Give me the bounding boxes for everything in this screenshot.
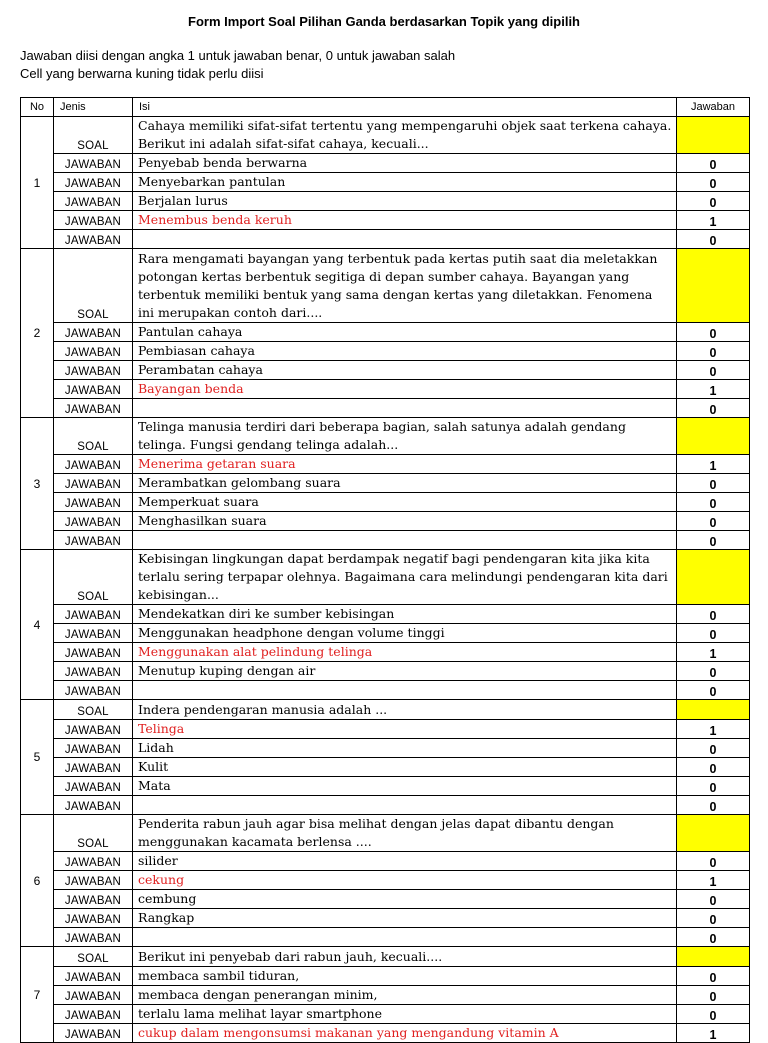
answer-value[interactable]: 0 (677, 192, 750, 211)
answer-value[interactable]: 0 (677, 967, 750, 986)
question-text[interactable]: Kebisingan lingkungan dapat berdampak negatif bagi pendengaran kita jika kita terlalu sering terpapar olehnya. Bagaimana cara melindungi pendengaran kita dari kebisingan... (133, 550, 677, 605)
answer-option-correct[interactable]: Telinga (133, 720, 677, 739)
row-type-jawaban: JAWABAN (54, 1005, 133, 1024)
answer-row (21, 1005, 750, 1024)
answer-value[interactable]: 0 (677, 342, 750, 361)
answer-option[interactable]: Kulit (133, 758, 677, 777)
header-isi: Isi (133, 98, 677, 117)
answer-row (21, 796, 750, 815)
table-header-row (21, 98, 750, 117)
answer-row (21, 192, 750, 211)
answer-row (21, 1024, 750, 1043)
answer-option[interactable]: Menggunakan headphone dengan volume tinggi (133, 624, 677, 643)
answer-row (21, 380, 750, 399)
question-row (21, 947, 750, 967)
answer-row (21, 758, 750, 777)
answer-row (21, 928, 750, 947)
answer-value[interactable]: 0 (677, 323, 750, 342)
answer-value[interactable]: 0 (677, 777, 750, 796)
question-row (21, 550, 750, 605)
answer-row (21, 890, 750, 909)
answer-row (21, 777, 750, 796)
answer-option[interactable]: membaca sambil tiduran, (133, 967, 677, 986)
answer-option[interactable]: Menutup kuping dengan air (133, 662, 677, 681)
answer-cell-disabled (677, 700, 750, 720)
answer-row (21, 605, 750, 624)
row-type-jawaban: JAWABAN (54, 380, 133, 399)
question-number: 6 (21, 815, 54, 947)
answer-option[interactable] (133, 796, 677, 815)
answer-value[interactable]: 0 (677, 154, 750, 173)
answer-cell-disabled (677, 249, 750, 323)
answer-row (21, 154, 750, 173)
answer-option[interactable]: Mata (133, 777, 677, 796)
question-number: 1 (21, 117, 54, 249)
answer-value[interactable]: 0 (677, 986, 750, 1005)
row-type-jawaban: JAWABAN (54, 154, 133, 173)
row-type-soal: SOAL (54, 117, 133, 154)
question-number: 4 (21, 550, 54, 700)
question-number: 3 (21, 418, 54, 550)
row-type-jawaban: JAWABAN (54, 739, 133, 758)
answer-option-correct[interactable]: Menerima getaran suara (133, 455, 677, 474)
answer-row (21, 323, 750, 342)
answer-row (21, 399, 750, 418)
answer-row (21, 871, 750, 890)
question-text[interactable]: Indera pendengaran manusia adalah ... (133, 700, 677, 720)
answer-row (21, 230, 750, 249)
answer-row (21, 455, 750, 474)
row-type-jawaban: JAWABAN (54, 230, 133, 249)
answer-value[interactable]: 0 (677, 928, 750, 947)
question-text[interactable]: Berikut ini penyebab dari rabun jauh, kecuali.... (133, 947, 677, 967)
answer-row (21, 739, 750, 758)
answer-option[interactable]: Rangkap (133, 909, 677, 928)
row-type-jawaban: JAWABAN (54, 531, 133, 550)
answer-value[interactable]: 0 (677, 739, 750, 758)
answer-cell-disabled (677, 117, 750, 154)
answer-row (21, 512, 750, 531)
answer-row (21, 474, 750, 493)
answer-cell-disabled (677, 815, 750, 852)
question-table (20, 97, 750, 1043)
instruction-note: Jawaban diisi dengan angka 1 untuk jawaban benar, 0 untuk jawaban salah (20, 48, 456, 63)
question-row (21, 815, 750, 852)
row-type-soal: SOAL (54, 815, 133, 852)
row-type-jawaban: JAWABAN (54, 1024, 133, 1043)
answer-value[interactable]: 0 (677, 230, 750, 249)
answer-option[interactable]: Merambatkan gelombang suara (133, 474, 677, 493)
row-type-soal: SOAL (54, 550, 133, 605)
answer-option-correct[interactable]: cekung (133, 871, 677, 890)
row-type-jawaban: JAWABAN (54, 662, 133, 681)
answer-row (21, 986, 750, 1005)
header-jawaban: Jawaban (677, 98, 750, 117)
answer-row (21, 681, 750, 700)
row-type-jawaban: JAWABAN (54, 928, 133, 947)
answer-option[interactable]: Lidah (133, 739, 677, 758)
answer-row (21, 720, 750, 739)
answer-option[interactable]: cembung (133, 890, 677, 909)
answer-row (21, 531, 750, 550)
answer-row (21, 662, 750, 681)
question-row (21, 418, 750, 455)
question-number: 5 (21, 700, 54, 815)
answer-option[interactable] (133, 681, 677, 700)
answer-value[interactable]: 1 (677, 720, 750, 739)
answer-value[interactable]: 0 (677, 681, 750, 700)
answer-value[interactable]: 0 (677, 624, 750, 643)
question-row (21, 249, 750, 323)
answer-option[interactable]: silider (133, 852, 677, 871)
answer-option[interactable]: Berjalan lurus (133, 192, 677, 211)
question-text[interactable]: Cahaya memiliki sifat-sifat tertentu yang mempengaruhi objek saat terkena cahaya. Berikut ini adalah sifat-sifat cahaya, kecuali... (133, 117, 677, 154)
answer-option[interactable]: Menyebarkan pantulan (133, 173, 677, 192)
row-type-jawaban: JAWABAN (54, 399, 133, 418)
answer-value[interactable]: 0 (677, 361, 750, 380)
answer-option[interactable]: Penyebab benda berwarna (133, 154, 677, 173)
answer-option[interactable] (133, 399, 677, 418)
answer-value[interactable]: 0 (677, 890, 750, 909)
answer-value[interactable]: 1 (677, 380, 750, 399)
row-type-jawaban: JAWABAN (54, 192, 133, 211)
table-body (21, 117, 750, 1043)
row-type-jawaban: JAWABAN (54, 624, 133, 643)
row-type-jawaban: JAWABAN (54, 758, 133, 777)
answer-option[interactable]: Pembiasan cahaya (133, 342, 677, 361)
row-type-jawaban: JAWABAN (54, 605, 133, 624)
answer-row (21, 173, 750, 192)
answer-option[interactable] (133, 230, 677, 249)
answer-value[interactable]: 0 (677, 758, 750, 777)
header-jenis: Jenis (54, 98, 133, 117)
row-type-jawaban: JAWABAN (54, 474, 133, 493)
question-text[interactable]: Penderita rabun jauh agar bisa melihat dengan jelas dapat dibantu dengan menggunakan kacamata berlensa .... (133, 815, 677, 852)
question-text[interactable]: Rara mengamati bayangan yang terbentuk pada kertas putih saat dia meletakkan potongan kertas berbentuk segitiga di depan sumber cahaya. Bayangan yang terbentuk memiliki bentuk yang sama dengan kertas yang diletakkan. Fenomena ini merupakan contoh dari.... (133, 249, 677, 323)
answer-value[interactable]: 0 (677, 474, 750, 493)
row-type-soal: SOAL (54, 947, 133, 967)
row-type-jawaban: JAWABAN (54, 681, 133, 700)
row-type-jawaban: JAWABAN (54, 173, 133, 192)
page-title: Form Import Soal Pilihan Ganda berdasarkan Topik yang dipilih (188, 14, 580, 29)
row-type-jawaban: JAWABAN (54, 342, 133, 361)
row-type-jawaban: JAWABAN (54, 455, 133, 474)
question-row (21, 700, 750, 720)
answer-row (21, 909, 750, 928)
row-type-jawaban: JAWABAN (54, 323, 133, 342)
answer-value[interactable]: 0 (677, 605, 750, 624)
row-type-jawaban: JAWABAN (54, 967, 133, 986)
row-type-jawaban: JAWABAN (54, 643, 133, 662)
answer-option[interactable]: Menghasilkan suara (133, 512, 677, 531)
answer-value[interactable]: 0 (677, 493, 750, 512)
answer-row (21, 643, 750, 662)
answer-option-correct[interactable]: Bayangan benda (133, 380, 677, 399)
answer-cell-disabled (677, 550, 750, 605)
answer-option-correct[interactable]: cukup dalam mengonsumsi makanan yang mengandung vitamin A (133, 1024, 677, 1043)
answer-option-correct[interactable]: Menembus benda keruh (133, 211, 677, 230)
instruction-note: Cell yang berwarna kuning tidak perlu diisi (20, 66, 264, 81)
answer-value[interactable]: 0 (677, 512, 750, 531)
row-type-jawaban: JAWABAN (54, 890, 133, 909)
row-type-jawaban: JAWABAN (54, 493, 133, 512)
answer-row (21, 361, 750, 380)
row-type-soal: SOAL (54, 249, 133, 323)
row-type-soal: SOAL (54, 700, 133, 720)
answer-option[interactable]: membaca dengan penerangan minim, (133, 986, 677, 1005)
answer-option[interactable] (133, 531, 677, 550)
row-type-jawaban: JAWABAN (54, 852, 133, 871)
question-number: 2 (21, 249, 54, 418)
answer-option[interactable]: Mendekatkan diri ke sumber kebisingan (133, 605, 677, 624)
answer-option[interactable]: Memperkuat suara (133, 493, 677, 512)
answer-value[interactable]: 1 (677, 871, 750, 890)
answer-value[interactable]: 1 (677, 643, 750, 662)
answer-option[interactable]: Pantulan cahaya (133, 323, 677, 342)
row-type-jawaban: JAWABAN (54, 986, 133, 1005)
answer-value[interactable]: 0 (677, 531, 750, 550)
row-type-jawaban: JAWABAN (54, 796, 133, 815)
answer-value[interactable]: 0 (677, 909, 750, 928)
row-type-jawaban: JAWABAN (54, 512, 133, 531)
answer-value[interactable]: 1 (677, 211, 750, 230)
answer-option[interactable]: terlalu lama melihat layar smartphone (133, 1005, 677, 1024)
answer-option[interactable] (133, 928, 677, 947)
answer-value[interactable]: 0 (677, 399, 750, 418)
row-type-jawaban: JAWABAN (54, 909, 133, 928)
row-type-jawaban: JAWABAN (54, 211, 133, 230)
question-number: 7 (21, 947, 54, 1043)
row-type-jawaban: JAWABAN (54, 720, 133, 739)
answer-value[interactable]: 0 (677, 173, 750, 192)
row-type-jawaban: JAWABAN (54, 871, 133, 890)
answer-row (21, 624, 750, 643)
answer-value[interactable]: 0 (677, 662, 750, 681)
row-type-soal: SOAL (54, 418, 133, 455)
answer-value[interactable]: 0 (677, 796, 750, 815)
answer-row (21, 493, 750, 512)
answer-row (21, 211, 750, 230)
answer-value[interactable]: 0 (677, 1005, 750, 1024)
row-type-jawaban: JAWABAN (54, 361, 133, 380)
answer-value[interactable]: 1 (677, 455, 750, 474)
answer-row (21, 342, 750, 361)
row-type-jawaban: JAWABAN (54, 777, 133, 796)
question-row (21, 117, 750, 154)
answer-option-correct[interactable]: Menggunakan alat pelindung telinga (133, 643, 677, 662)
answer-value[interactable]: 1 (677, 1024, 750, 1043)
question-text[interactable]: Telinga manusia terdiri dari beberapa bagian, salah satunya adalah gendang telinga. Fungsi gendang telinga adalah... (133, 418, 677, 455)
answer-cell-disabled (677, 418, 750, 455)
answer-row (21, 967, 750, 986)
answer-option[interactable]: Perambatan cahaya (133, 361, 677, 380)
answer-cell-disabled (677, 947, 750, 967)
answer-value[interactable]: 0 (677, 852, 750, 871)
header-no: No (21, 98, 54, 117)
answer-row (21, 852, 750, 871)
